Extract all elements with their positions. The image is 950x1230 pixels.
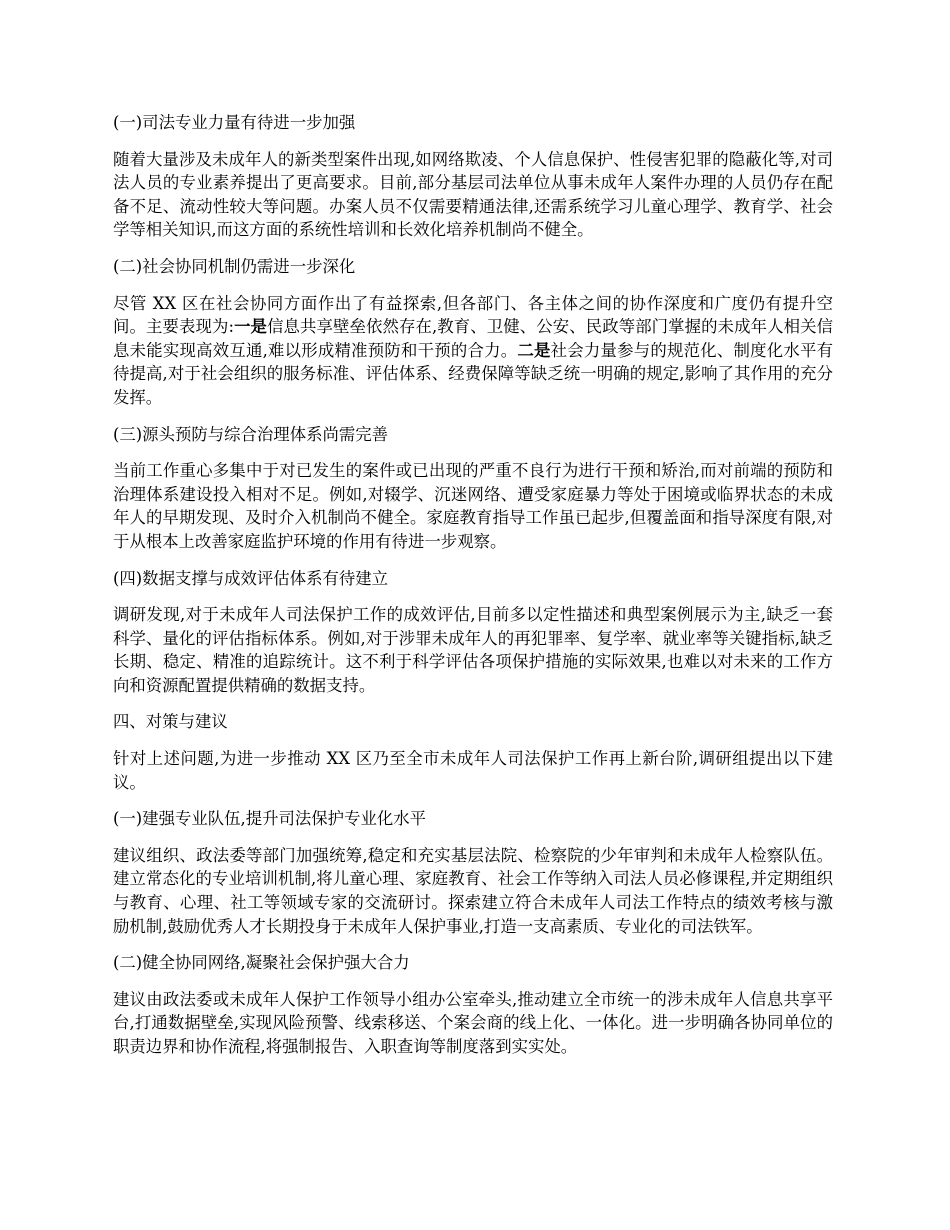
emphasis-second: 二是 [517, 340, 551, 360]
paragraph-judicial-expertise: 随着大量涉及未成年人的新类型案件出现,如网络欺凌、个人信息保护、性侵害犯罪的隐蔽化等,对司法人员的专业素养提出了更高要求。目前,部分基层司法单位从事未成年人案件办理的人员仍存在配备不足、流动性较大等问题。办案人员不仅需要精通法律,还需系统学习儿童心理学、教育学、社会学等相关知识,而这方面的系统性培训和长效化培养机制尚不健全。 [113, 149, 833, 240]
section-heading-data-support: (四)数据支撑与成效评估体系有待建立 [113, 568, 389, 588]
document-body [113, 111, 833, 1072]
section-heading-recommendations: 四、对策与建议 [113, 712, 228, 732]
section-heading-team-building: (一)建强专业队伍,提升司法保护专业化水平 [113, 809, 427, 829]
section-heading-judicial-expertise: (一)司法专业力量有待进一步加强 [113, 113, 356, 132]
section-heading-social-coordination: (二)社会协同机制仍需进一步深化 [113, 256, 356, 276]
paragraph-team-building: 建议组织、政法委等部门加强统筹,稳定和充实基层法院、检察院的少年审判和未成年人检察队伍。建立常态化的专业培训机制,将儿童心理、家庭教育、社会工作等纳入司法人员必修课程,并定期组织与教育、心理、社工等领域专家的交流研讨。探索建立符合未成年人司法工作特点的绩效考核与激励机制,鼓励优秀人才长期投身于未成年人保护事业,打造一支高素质、专业化的司法铁军。 [113, 845, 833, 936]
paragraph-recommendations-intro: 针对上述问题,为进一步推动 XX 区乃至全市未成年人司法保护工作再上新台阶,调研组提出以下建议。 [113, 749, 833, 792]
section-heading-coordination-network: (二)健全协同网络,凝聚社会保护强大合力 [113, 953, 410, 973]
paragraph-data-support: 调研发现,对于未成年人司法保护工作的成效评估,目前多以定性描述和典型案例展示为主,缺乏一套科学、量化的评估指标体系。例如,对于涉罪未成年人的再犯罪率、复学率、就业率等关键指标,缺乏长期、稳定、精准的追踪统计。这不利于科学评估各项保护措施的实际效果,也难以对未来的工作方向和资源配置提供精确的数据支持。 [113, 605, 833, 695]
paragraph-text: 信息共享壁垒依然存在,教育、卫健、公安、民政等部门掌握的未成年人相关信息未能实现高效互通,难以形成精准预防和干预的合力。 [113, 317, 833, 360]
paragraph-prevention: 当前工作重心多集中于对已发生的案件或已出现的严重不良行为进行干预和矫治,而对前端的预防和治理体系建设投入相对不足。例如,对辍学、沉迷网络、遭受家庭暴力等处于困境或临界状态的未成年人的早期发现、及时介入机制尚不健全。家庭教育指导工作虽已起步,但覆盖面和指导深度有限,对于从根本上改善家庭监护环境的作用有待进一步观察。 [113, 461, 833, 551]
paragraph-text: 尽管 XX 区在社会协同方面作出了有益探索,但各部门、各主体之间的协作深度和广度仍有提升空间。主要表现为: [113, 293, 833, 337]
section-heading-prevention: (三)源头预防与综合治理体系尚需完善 [113, 424, 389, 444]
paragraph-social-coordination [113, 292, 833, 410]
emphasis-first: 一是 [233, 317, 268, 337]
paragraph-text: 社会力量参与的规范化、制度化水平有待提高,对于社会组织的服务标准、评估体系、经费保障等缺乏统一明确的规定,影响了其作用的充分发挥。 [113, 340, 833, 407]
paragraph-coordination-network: 建议由政法委或未成年人保护工作领导小组办公室牵头,推动建立全市统一的涉未成年人信息共享平台,打通数据壁垒,实现风险预警、线索移送、个案会商的线上化、一体化。进一步明确各协同单位的职责边界和协作流程,将强制报告、入职查询等制度落到实实处。 [113, 989, 833, 1056]
